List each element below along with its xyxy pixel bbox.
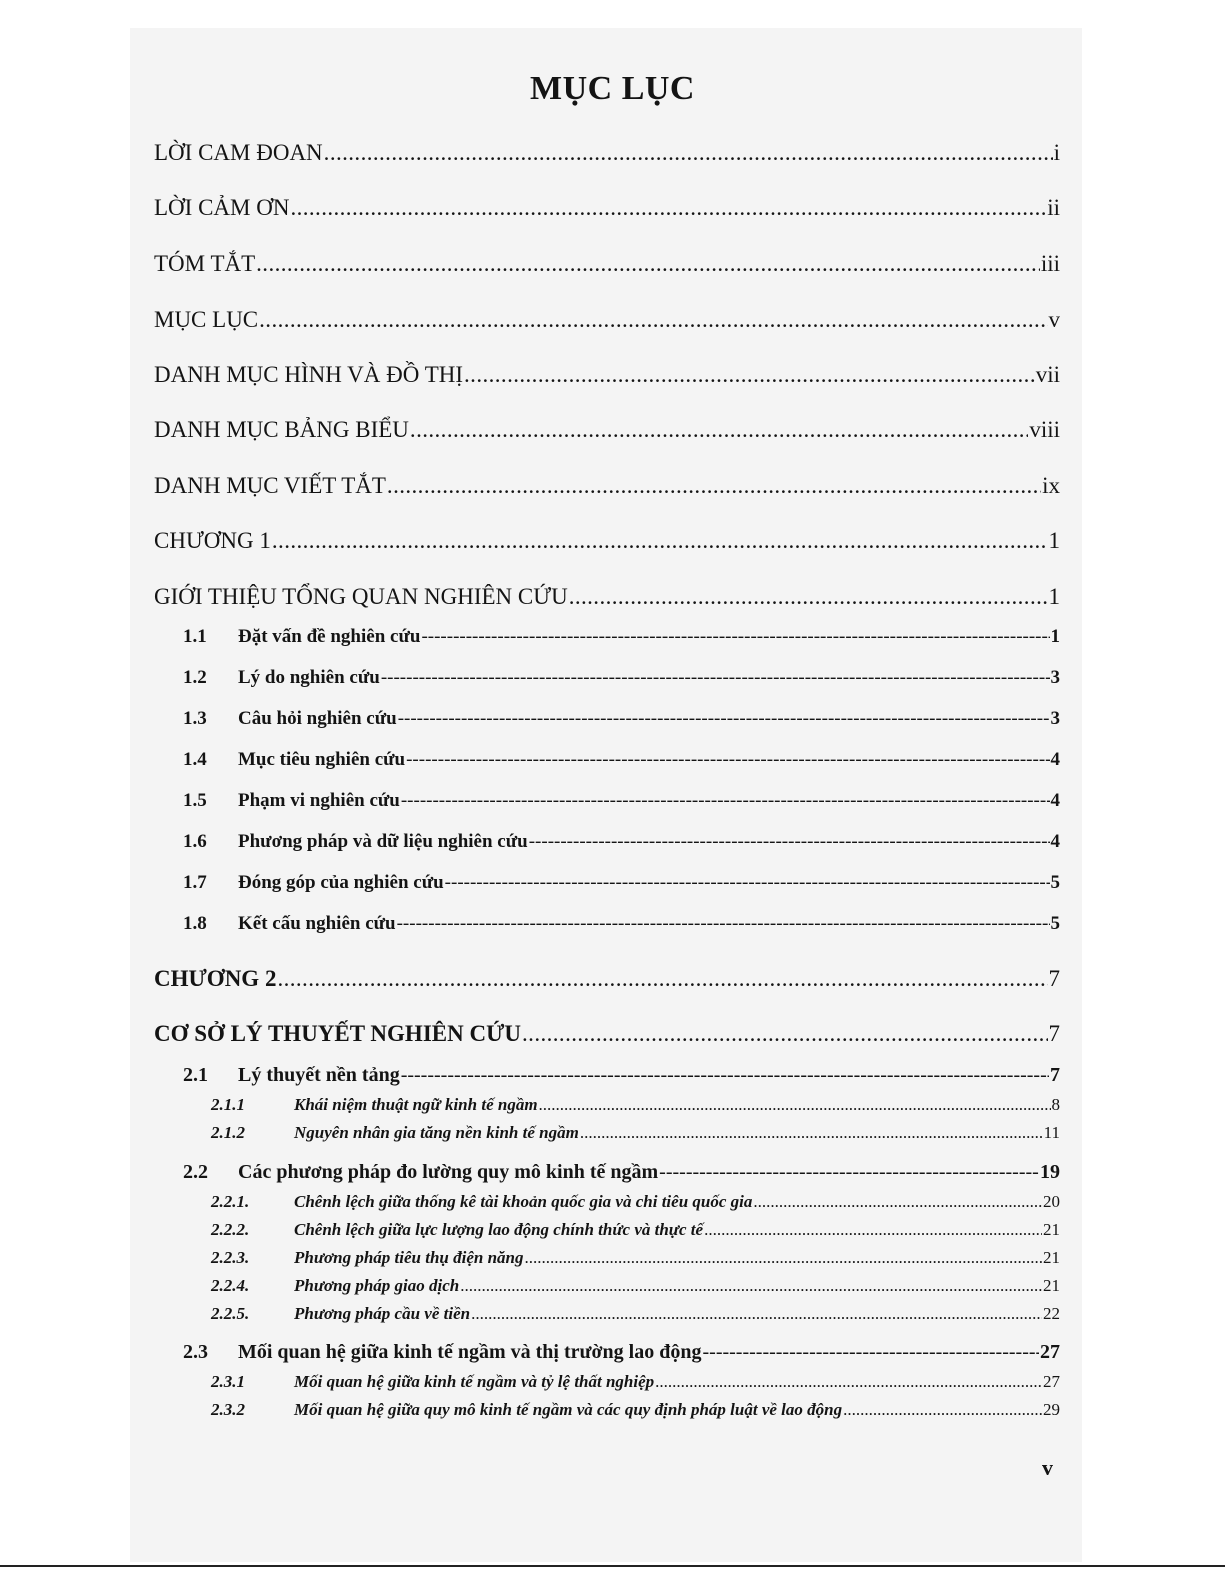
- dot-leader: [410, 417, 1028, 443]
- toc-section-1-8[interactable]: [183, 913, 1060, 935]
- toc-entry-label: MỤC LỤC: [154, 307, 259, 332]
- toc-entry-label: Kết cấu nghiên cứu: [238, 913, 396, 934]
- section-number: 1.2: [183, 667, 207, 688]
- toc-entry-label: Chênh lệch giữa thống kê tài khoản quốc gia và chi tiêu quốc gia: [294, 1192, 753, 1211]
- toc-subsection-2-2-5[interactable]: [211, 1304, 1060, 1324]
- section-number: 1.6: [183, 831, 207, 852]
- toc-entry-chapter-2-title[interactable]: [154, 1021, 1060, 1047]
- dot-leader: [272, 528, 1048, 554]
- toc-entry-label: DANH MỤC BẢNG BIỂU: [154, 417, 409, 442]
- toc-entry-label: DANH MỤC HÌNH VÀ ĐỒ THỊ: [154, 362, 464, 387]
- toc-entry-label: DANH MỤC VIẾT TẮT: [154, 473, 386, 498]
- toc-entry-label: Câu hỏi nghiên cứu: [238, 708, 397, 729]
- toc-page-number: i: [1053, 140, 1060, 165]
- subsection-number: 2.1.1: [211, 1095, 245, 1114]
- toc-section-1-1[interactable]: [183, 626, 1060, 648]
- toc-subsection-2-3-2[interactable]: [211, 1400, 1060, 1420]
- dash-leader: [401, 790, 1050, 812]
- toc-page-number: 5: [1050, 872, 1060, 893]
- section-number: 1.3: [183, 708, 207, 729]
- toc-entry-label: GIỚI THIỆU TỔNG QUAN NGHIÊN CỨU: [154, 584, 568, 609]
- dot-leader: [580, 1123, 1043, 1143]
- subsection-number: 2.3.1: [211, 1372, 245, 1391]
- toc-entry-chapter-1-title[interactable]: [154, 584, 1060, 610]
- section-number: 2.1: [183, 1064, 208, 1086]
- subsection-number: 2.2.1.: [211, 1192, 250, 1211]
- section-number: 1.4: [183, 749, 207, 770]
- toc-entry-label: Khái niệm thuật ngữ kinh tế ngầm: [294, 1095, 538, 1114]
- subsection-number: 2.1.2: [211, 1123, 245, 1142]
- dash-leader: [529, 831, 1050, 853]
- toc-entry-front-1[interactable]: [154, 140, 1060, 166]
- toc-subsection-2-3-1[interactable]: [211, 1372, 1060, 1392]
- dot-leader: [704, 1220, 1042, 1240]
- toc-subsection-2-2-2[interactable]: [211, 1220, 1060, 1240]
- toc-page-number: 27: [1043, 1372, 1060, 1391]
- toc-section-1-2[interactable]: [183, 667, 1060, 689]
- toc-entry-front-7[interactable]: [154, 473, 1060, 499]
- toc-entry-label: Mối quan hệ giữa kinh tế ngầm và tỷ lệ thất nghiệp: [294, 1372, 655, 1391]
- toc-page-number: 1: [1048, 584, 1060, 609]
- toc-page-number: 4: [1050, 749, 1060, 770]
- toc-entry-label: Lý do nghiên cứu: [238, 667, 380, 688]
- toc-page-number: 8: [1051, 1095, 1060, 1114]
- toc-page-number: 3: [1050, 708, 1060, 729]
- toc-section-1-3[interactable]: [183, 708, 1060, 730]
- toc-subsection-2-2-3[interactable]: [211, 1248, 1060, 1268]
- dot-leader: [655, 1372, 1042, 1392]
- toc-page-number: 7: [1048, 966, 1060, 991]
- dot-leader: [843, 1400, 1042, 1420]
- toc-page-number: ii: [1047, 195, 1060, 220]
- toc-page-number: 21: [1043, 1220, 1060, 1239]
- dot-leader: [460, 1276, 1042, 1296]
- toc-section-2-2[interactable]: [183, 1161, 1060, 1184]
- toc-entry-label: LỜI CAM ĐOAN: [154, 140, 323, 165]
- section-number: 1.8: [183, 913, 207, 934]
- toc-section-1-6[interactable]: [183, 831, 1060, 853]
- toc-section-1-5[interactable]: [183, 790, 1060, 812]
- toc-page-number: 19: [1040, 1161, 1060, 1183]
- toc-title: MỤC LỤC: [530, 70, 695, 107]
- bottom-border-line: [0, 1565, 1225, 1567]
- dot-leader: [259, 307, 1047, 333]
- toc-page-number: 1: [1050, 626, 1060, 647]
- toc-entry-label: Mục tiêu nghiên cứu: [238, 749, 406, 770]
- toc-entry-label: Các phương pháp đo lường quy mô kinh tế ngầm: [238, 1161, 659, 1183]
- toc-entry-label: CƠ SỞ LÝ THUYẾT NGHIÊN CỨU: [154, 1021, 522, 1046]
- dot-leader: [471, 1304, 1042, 1324]
- dash-leader: [421, 626, 1049, 648]
- toc-page-number: viii: [1029, 417, 1060, 442]
- toc-subsection-2-2-1[interactable]: [211, 1192, 1060, 1212]
- dot-leader: [290, 195, 1046, 221]
- toc-entry-label: Đóng góp của nghiên cứu: [238, 872, 444, 893]
- toc-entry-label: Mối quan hệ giữa quy mô kinh tế ngầm và các quy định pháp luật về lao động: [294, 1400, 843, 1419]
- toc-entry-label: CHƯƠNG 1: [154, 528, 271, 553]
- dot-leader: [277, 966, 1047, 992]
- toc-entry-chapter-1[interactable]: [154, 528, 1060, 554]
- toc-section-1-7[interactable]: [183, 872, 1060, 894]
- subsection-number: 2.2.3.: [211, 1248, 250, 1267]
- toc-entry-label: Chênh lệch giữa lực lượng lao động chính thức và thực tế: [294, 1220, 704, 1239]
- dot-leader: [539, 1095, 1051, 1115]
- dash-leader: [398, 708, 1050, 730]
- dot-leader: [753, 1192, 1042, 1212]
- toc-entry-front-6[interactable]: [154, 417, 1060, 443]
- toc-entry-label: Lý thuyết nền tảng: [238, 1064, 400, 1086]
- toc-entry-label: Phạm vi nghiên cứu: [238, 790, 400, 811]
- toc-page-number: 27: [1040, 1341, 1060, 1363]
- footer-page-number: v: [1042, 1455, 1053, 1480]
- toc-page-number: 7: [1048, 1021, 1060, 1046]
- toc-entry-front-5[interactable]: [154, 362, 1060, 388]
- dash-leader: [703, 1341, 1040, 1364]
- subsection-number: 2.3.2: [211, 1400, 245, 1419]
- dot-leader: [464, 362, 1035, 388]
- toc-page-number: 5: [1050, 913, 1060, 934]
- toc-section-2-3[interactable]: [183, 1341, 1060, 1364]
- toc-page-number: 4: [1050, 790, 1060, 811]
- dash-leader: [381, 667, 1050, 689]
- dot-leader: [324, 140, 1053, 166]
- dash-leader: [401, 1064, 1049, 1087]
- toc-page-number: 11: [1043, 1123, 1060, 1142]
- toc-entry-label: Phương pháp và dữ liệu nghiên cứu: [238, 831, 528, 852]
- toc-page-number: v: [1048, 307, 1060, 332]
- toc-entry-label: LỜI CẢM ƠN: [154, 195, 290, 220]
- dot-leader: [525, 1248, 1042, 1268]
- toc-subsection-2-1-1[interactable]: [211, 1095, 1060, 1115]
- toc-page-number: iii: [1040, 251, 1060, 276]
- toc-entry-front-3[interactable]: [154, 251, 1060, 277]
- dash-leader: [406, 749, 1049, 771]
- toc-page-number: ix: [1042, 473, 1060, 498]
- toc-entry-chapter-2[interactable]: [154, 966, 1060, 992]
- section-number: 1.7: [183, 872, 207, 893]
- toc-subsection-2-1-2[interactable]: [211, 1123, 1060, 1143]
- toc-page-number: 1: [1048, 528, 1060, 553]
- dot-leader: [569, 584, 1048, 610]
- toc-page-number: 3: [1050, 667, 1060, 688]
- toc-page-number: 7: [1050, 1064, 1060, 1086]
- section-number: 2.2: [183, 1161, 208, 1183]
- section-number: 1.1: [183, 626, 207, 647]
- toc-entry-label: TÓM TẮT: [154, 251, 256, 276]
- toc-section-2-1[interactable]: [183, 1064, 1060, 1087]
- toc-entry-front-2[interactable]: [154, 195, 1060, 221]
- toc-section-1-4[interactable]: [183, 749, 1060, 771]
- toc-page-number: 21: [1043, 1248, 1060, 1267]
- toc-page-number: 21: [1043, 1276, 1060, 1295]
- toc-page-number: vii: [1035, 362, 1060, 387]
- toc-entry-label: Phương pháp tiêu thụ điện năng: [294, 1248, 524, 1267]
- toc-page-number: 4: [1050, 831, 1060, 852]
- dash-leader: [445, 872, 1050, 894]
- section-number: 1.5: [183, 790, 207, 811]
- dash-leader: [659, 1161, 1039, 1184]
- subsection-number: 2.2.4.: [211, 1276, 250, 1295]
- toc-entry-label: Đặt vấn đề nghiên cứu: [238, 626, 421, 647]
- dot-leader: [387, 473, 1041, 499]
- toc-entry-label: Phương pháp cầu về tiền: [294, 1304, 471, 1323]
- section-number: 2.3: [183, 1341, 208, 1363]
- toc-subsection-2-2-4[interactable]: [211, 1276, 1060, 1296]
- toc-entry-label: Mối quan hệ giữa kinh tế ngầm và thị trường lao động: [238, 1341, 702, 1363]
- subsection-number: 2.2.2.: [211, 1220, 250, 1239]
- toc-entry-label: Phương pháp giao dịch: [294, 1276, 460, 1295]
- dot-leader: [522, 1021, 1047, 1047]
- dot-leader: [256, 251, 1040, 277]
- toc-page-number: 22: [1043, 1304, 1060, 1323]
- toc-page-number: 29: [1043, 1400, 1060, 1419]
- toc-entry-label: CHƯƠNG 2: [154, 966, 277, 991]
- toc-page-number: 20: [1043, 1192, 1060, 1211]
- toc-entry-front-4[interactable]: [154, 307, 1060, 333]
- toc-entry-label: Nguyên nhân gia tăng nền kinh tế ngầm: [294, 1123, 579, 1142]
- subsection-number: 2.2.5.: [211, 1304, 250, 1323]
- dash-leader: [397, 913, 1050, 935]
